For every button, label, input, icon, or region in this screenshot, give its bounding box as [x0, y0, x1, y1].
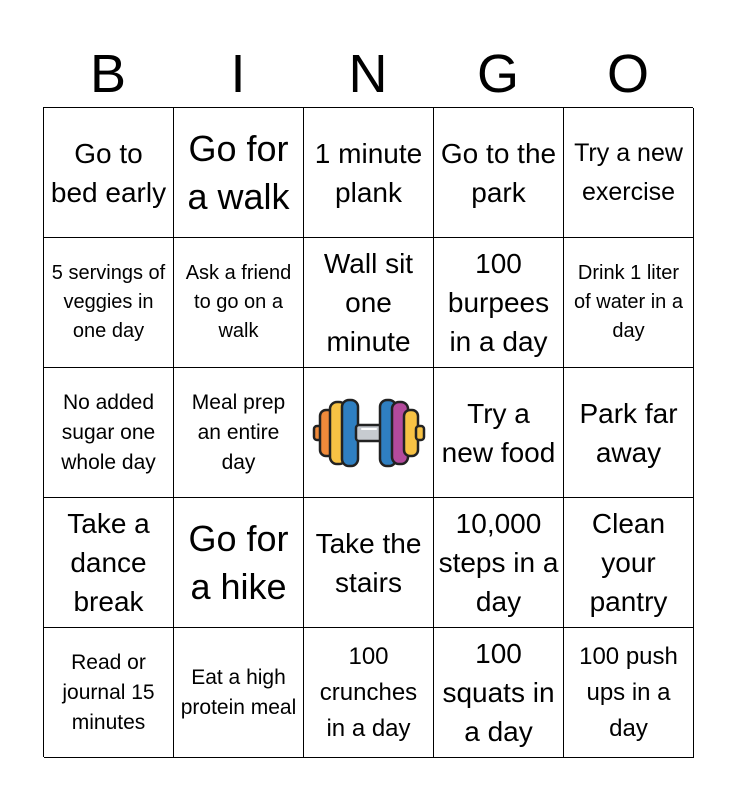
- cell-text: Park far away: [579, 397, 678, 468]
- cell-text: Go to bed early: [50, 137, 167, 208]
- cell-text: Try a new food: [441, 397, 556, 468]
- cell-text: Clean your pantry: [589, 508, 668, 617]
- bingo-cell[interactable]: [174, 368, 304, 498]
- bingo-cell[interactable]: [434, 368, 564, 498]
- cell-text: Meal prep an entire day: [191, 390, 286, 474]
- bingo-cell[interactable]: [564, 498, 694, 628]
- bingo-cell[interactable]: [564, 108, 694, 238]
- cell-text: Ask a friend to go on a walk: [185, 262, 292, 342]
- cell-text: Eat a high protein meal: [180, 665, 297, 719]
- cell-text: Read or journal 15 minutes: [62, 650, 155, 734]
- header-letter-o: O: [606, 44, 649, 104]
- cell-text: Go to the park: [440, 137, 557, 208]
- bingo-cell[interactable]: [434, 238, 564, 368]
- bingo-cell[interactable]: [44, 108, 174, 238]
- bingo-cell[interactable]: [174, 498, 304, 628]
- bingo-cell[interactable]: [304, 238, 434, 368]
- cell-text: 100 push ups in a day: [579, 642, 678, 742]
- bingo-cell[interactable]: [304, 498, 434, 628]
- header-letter-n: N: [348, 44, 388, 104]
- bingo-cell[interactable]: [304, 108, 434, 238]
- cell-text: 10,000 steps in a day: [438, 508, 559, 617]
- cell-text: 5 servings of veggies in one day: [51, 262, 166, 342]
- cell-text: Take the stairs: [315, 527, 422, 598]
- bingo-cell[interactable]: [174, 108, 304, 238]
- bingo-cell[interactable]: [434, 628, 564, 758]
- cell-text: Go for a walk: [187, 127, 290, 217]
- bingo-cell[interactable]: [434, 108, 564, 238]
- bingo-cell[interactable]: [174, 238, 304, 368]
- dumbbell-icon: [310, 398, 428, 468]
- cell-text: Wall sit one minute: [323, 248, 414, 357]
- cell-text: 100 squats in a day: [442, 638, 555, 747]
- bingo-cell[interactable]: [174, 628, 304, 758]
- header-letter-i: I: [230, 44, 246, 104]
- bingo-cell[interactable]: [44, 628, 174, 758]
- cell-text: Try a new exercise: [574, 138, 683, 206]
- bingo-cell[interactable]: [564, 628, 694, 758]
- bingo-cell[interactable]: [304, 628, 434, 758]
- bingo-cell[interactable]: [44, 238, 174, 368]
- cell-text: Drink 1 liter of water in a day: [574, 262, 683, 342]
- bingo-cell[interactable]: [44, 498, 174, 628]
- header-letter-g: G: [476, 44, 519, 104]
- bingo-cell[interactable]: [564, 238, 694, 368]
- bingo-cell[interactable]: [44, 368, 174, 498]
- bingo-cell[interactable]: [564, 368, 694, 498]
- cell-text: 1 minute plank: [314, 137, 423, 208]
- cell-text: No added sugar one whole day: [61, 390, 156, 474]
- bingo-cell[interactable]: [434, 498, 564, 628]
- header-letter-b: B: [89, 44, 127, 104]
- cell-text: Go for a hike: [188, 517, 289, 607]
- cell-text: 100 burpees in a day: [447, 248, 550, 357]
- bingo-grid: [43, 107, 693, 757]
- free-space-cell[interactable]: [304, 368, 434, 498]
- bingo-header: [43, 42, 693, 106]
- cell-text: Take a dance break: [67, 508, 150, 617]
- cell-text: 100 crunches in a day: [319, 642, 418, 742]
